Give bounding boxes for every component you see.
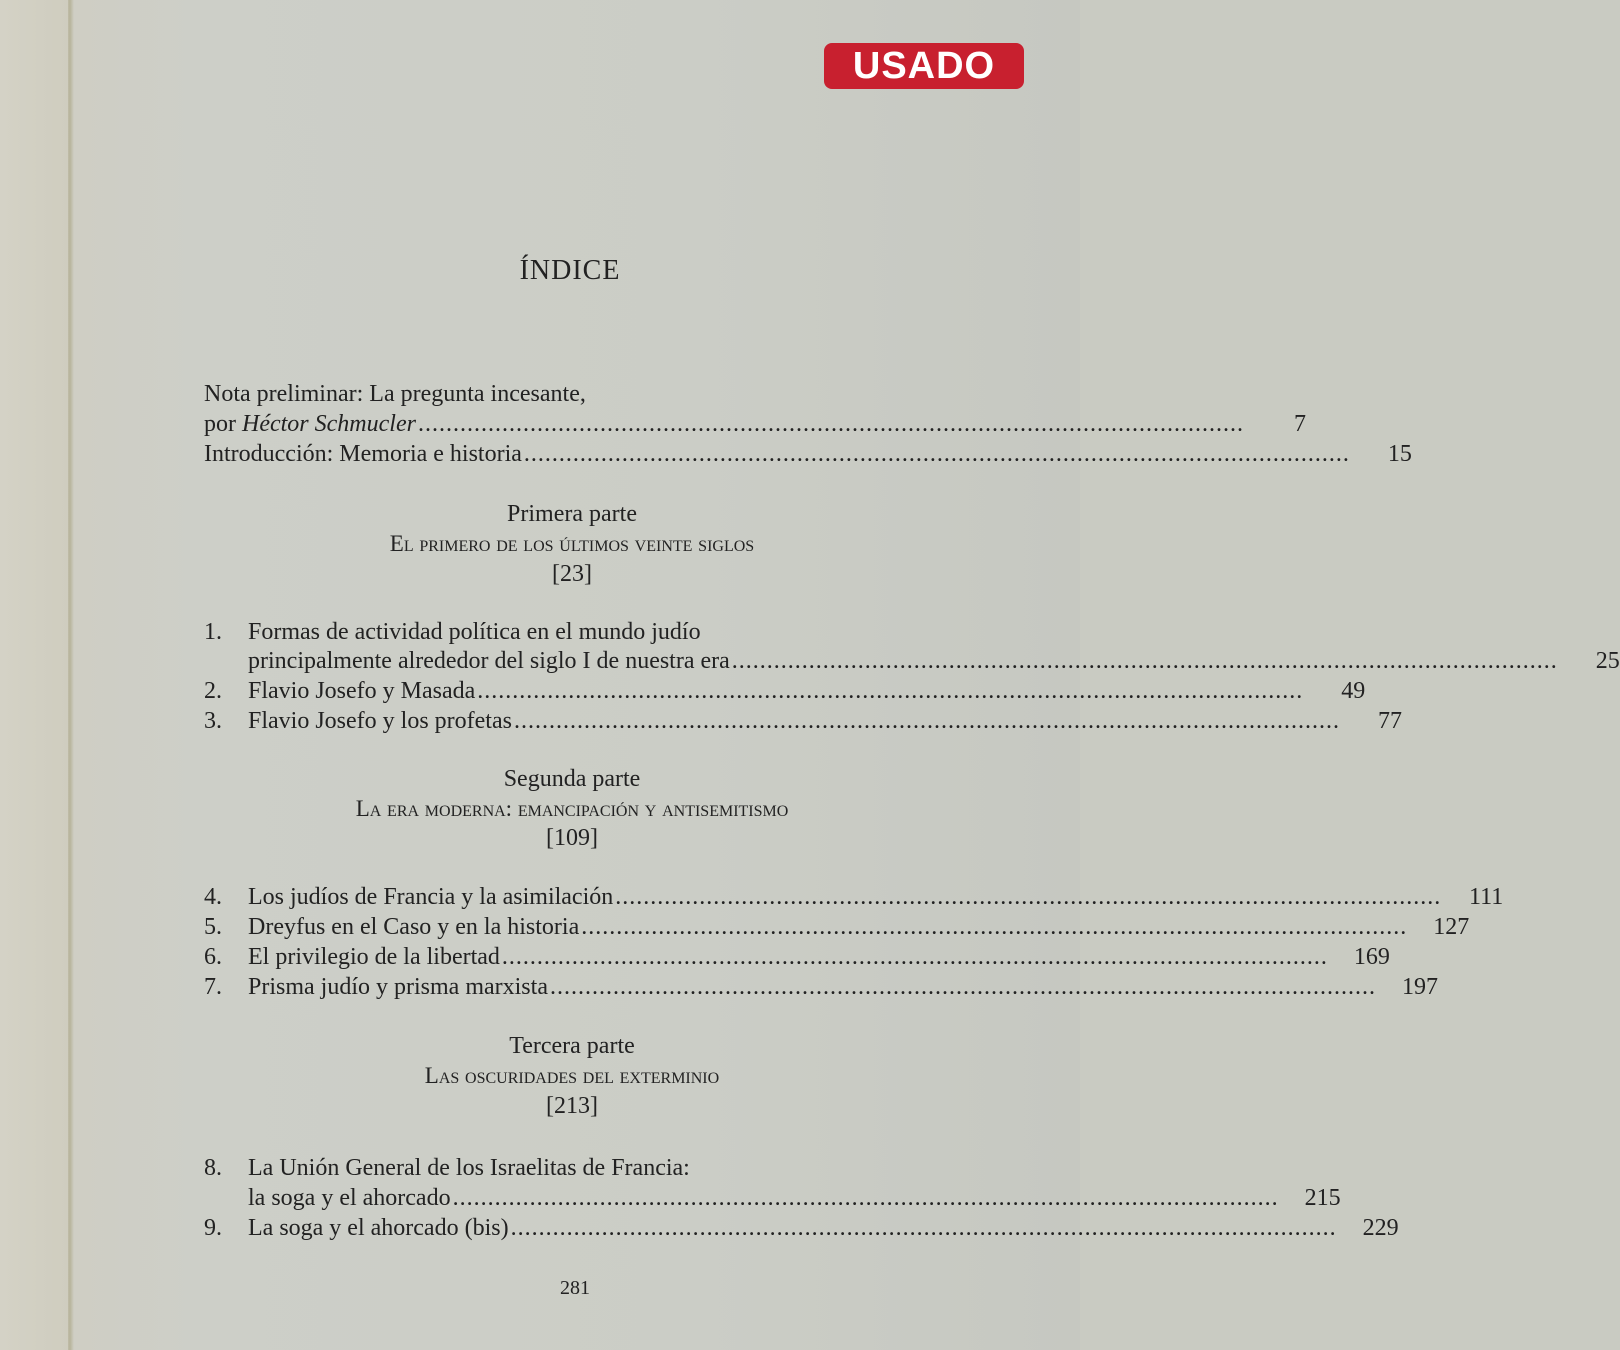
toc-entry-chapter-7: 7. Prisma judío y prisma marxista ...................................................................................................................... 197 bbox=[204, 974, 1438, 1000]
toc-entry-chapter-8-line1: 8. La Unión General de los Israelitas de Francia: bbox=[204, 1155, 690, 1181]
dot-leader: ...................................................................................................................... bbox=[731, 648, 1558, 674]
dot-leader: ...................................................................................................................... bbox=[510, 1215, 1337, 1241]
part-title: El primero de los últimos veinte siglos bbox=[389, 531, 755, 556]
part-page: [213] bbox=[546, 1093, 598, 1119]
dot-leader: ...................................................................................................................... bbox=[523, 441, 1350, 467]
toc-entry-chapter-2: 2. Flavio Josefo y Masada ...................................................................................................................... 49 bbox=[204, 678, 1366, 704]
page-number: 229 bbox=[1362, 1215, 1399, 1241]
part-label: Segunda parte bbox=[503, 766, 641, 792]
page-number: 49 bbox=[1341, 678, 1366, 704]
toc-entry-chapter-9: 9. La soga y el ahorcado (bis) ...................................................................................................................... 229 bbox=[204, 1215, 1399, 1241]
page-title: ÍNDICE bbox=[519, 255, 621, 286]
author-name: Héctor Schmucler bbox=[242, 411, 416, 437]
part-label: Primera parte bbox=[507, 501, 637, 527]
toc-entry-chapter-8: la soga y el ahorcado ...................................................................................................................... 215 bbox=[248, 1185, 1341, 1211]
dot-leader: ...................................................................................................................... bbox=[615, 884, 1442, 910]
page-number: 127 bbox=[1433, 914, 1470, 940]
page-number: 77 bbox=[1377, 708, 1402, 734]
used-badge-label: USADO bbox=[852, 44, 996, 87]
page-number: 215 bbox=[1304, 1185, 1341, 1211]
toc-entry-introduccion: Introducción: Memoria e historia ...................................................................................................................... 15 bbox=[204, 441, 1412, 467]
dot-leader: ...................................................................................................................... bbox=[477, 678, 1304, 704]
page-number: 169 bbox=[1353, 944, 1390, 970]
toc-entry-chapter-3: 3. Flavio Josefo y los profetas ...................................................................................................................... 77 bbox=[204, 708, 1402, 734]
part-label: Tercera parte bbox=[509, 1033, 635, 1059]
page-number: 15 bbox=[1387, 441, 1412, 467]
page-folio: 281 bbox=[560, 1277, 590, 1299]
toc-entry-chapter-6: 6. El privilegio de la libertad ...................................................................................................................... 169 bbox=[204, 944, 1390, 970]
toc-entry-chapter-4: 4. Los judíos de Francia y la asimilación ...................................................................................................................... 111 bbox=[204, 884, 1504, 910]
dot-leader: ...................................................................................................................... bbox=[549, 974, 1376, 1000]
toc-entry-chapter-1: principalmente alrededor del siglo I de nuestra era ...................................................................................................................... 25 bbox=[248, 648, 1620, 674]
part-title: La era moderna: emancipación y antisemitismo bbox=[355, 796, 789, 821]
part-page: [23] bbox=[552, 561, 592, 587]
part-page: [109] bbox=[546, 825, 598, 851]
dot-leader: ...................................................................................................................... bbox=[581, 914, 1408, 940]
page-number: 7 bbox=[1293, 411, 1306, 437]
dot-leader: ...................................................................................................................... bbox=[417, 411, 1244, 437]
page-number: 197 bbox=[1401, 974, 1438, 1000]
part-title: Las oscuridades del exterminio bbox=[424, 1063, 720, 1088]
page-number: 25 bbox=[1595, 648, 1620, 674]
toc-entry-nota-line1: Nota preliminar: La pregunta incesante, bbox=[204, 381, 586, 407]
dot-leader: ...................................................................................................................... bbox=[452, 1185, 1279, 1211]
toc-entry-chapter-1-line1: 1. Formas de actividad política en el mundo judío bbox=[204, 619, 701, 645]
dot-leader: ...................................................................................................................... bbox=[501, 944, 1328, 970]
dot-leader: ...................................................................................................................... bbox=[513, 708, 1340, 734]
toc-entry-nota: por Héctor Schmucler ...................................................................................................................... 7 bbox=[204, 411, 1306, 437]
page-number: 111 bbox=[1469, 884, 1504, 910]
toc-entry-chapter-5: 5. Dreyfus en el Caso y en la historia ...................................................................................................................... 127 bbox=[204, 914, 1470, 940]
